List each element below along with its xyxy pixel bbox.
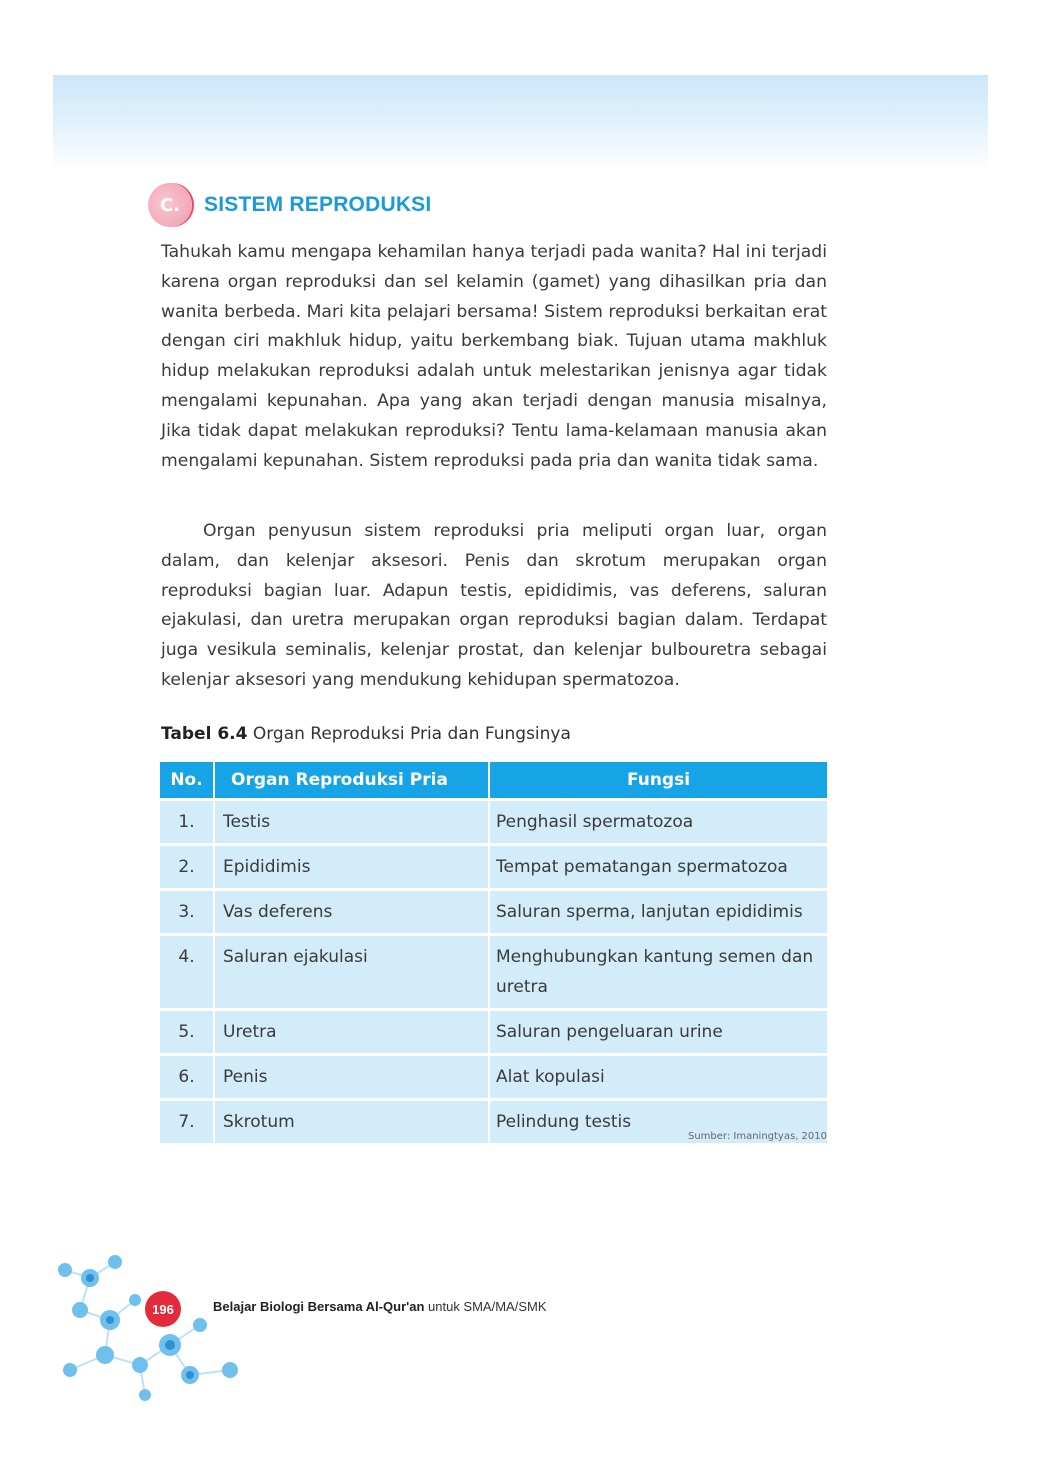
row-organ: Uretra [215,1008,490,1053]
paragraph-organs: Organ penyusun sistem reproduksi pria meliputi organ luar, organ dalam, dan kelenjar aksesori. Penis dan skrotum merupakan organ reproduksi bagian luar. Adapun testis, epididimis, vas deferens, saluran ejakulasi, dan uretra merupakan organ reproduksi bagian dalam. Terdapat juga vesikula seminalis, kelenjar prostat, dan kelenjar bulbouretra sebagai kelenjar aksesori yang mendukung kehidupan spermatozoa. [161,521,827,690]
row-fungsi: Penghasil spermatozoa [490,798,827,843]
table-row [160,798,827,843]
table-source: Sumber: Imaningtyas, 2010 [687,1131,827,1142]
row-organ: Testis [215,798,490,843]
table-row [160,933,827,1008]
row-fungsi: Alat kopulasi [490,1053,827,1098]
footer-suffix: untuk SMA/MA/SMK [428,1299,547,1314]
header-fungsi: Fungsi [490,762,827,798]
row-fungsi: Saluran sperma, lanjutan epididimis [490,888,827,933]
footer-title: Belajar Biologi Bersama Al-Qur'an [213,1299,425,1314]
row-fungsi: Pelindung testis [490,1098,827,1143]
table-caption-label: Tabel 6.4 [161,724,248,744]
table-header-row [160,762,827,798]
organ-table [160,762,827,1143]
row-no: 3. [160,888,215,933]
row-fungsi: Menghubungkan kantung semen dan uretra [490,933,827,1008]
paragraph-intro: Tahukah kamu mengapa kehamilan hanya terjadi pada wanita? Hal ini terjadi karena organ reproduksi dan sel kelamin (gamet) yang dihasilkan pria dan wanita berbeda. Mari kita pelajari bersama! Sistem reproduksi berkaitan erat dengan ciri makhluk hidup, yaitu berkembang biak. Tujuan utama makhluk hidup melakukan reproduksi adalah untuk melestarikan jenisnya agar tidak mengalami kepunahan. Apa yang akan terjadi dengan manusia misalnya, Jika tidak dapat melakukan reproduksi? Tentu lama-kelamaan manusia akan mengalami kepunahan. Sistem reproduksi pada pria dan wanita tidak sama. [161,242,827,471]
section-title: SISTEM REPRODUKSI [204,193,432,216]
row-no: 2. [160,843,215,888]
row-organ: Saluran ejakulasi [215,933,490,1008]
row-no: 7. [160,1098,215,1143]
row-organ: Vas deferens [215,888,490,933]
table-row [160,888,827,933]
section-heading [148,183,431,227]
section-badge: C. [148,183,192,227]
row-fungsi: Tempat pematangan spermatozoa [490,843,827,888]
table-row [160,1053,827,1098]
table-row [160,843,827,888]
row-no: 6. [160,1053,215,1098]
table-caption-text: Organ Reproduksi Pria dan Fungsinya [252,724,571,744]
molecule-decoration-icon [50,1250,250,1410]
header-band [53,75,988,170]
row-organ: Penis [215,1053,490,1098]
row-fungsi: Saluran pengeluaran urine [490,1008,827,1053]
header-no: No. [160,762,215,798]
row-organ: Skrotum [215,1098,490,1143]
page-number: 196 [145,1291,181,1327]
row-no: 5. [160,1008,215,1053]
row-no: 1. [160,798,215,843]
row-no: 4. [160,933,215,1008]
header-organ: Organ Reproduksi Pria [215,762,490,798]
row-organ: Epididimis [215,843,490,888]
table-row [160,1008,827,1053]
table-caption [161,724,571,744]
footer-book-title [213,1299,547,1314]
